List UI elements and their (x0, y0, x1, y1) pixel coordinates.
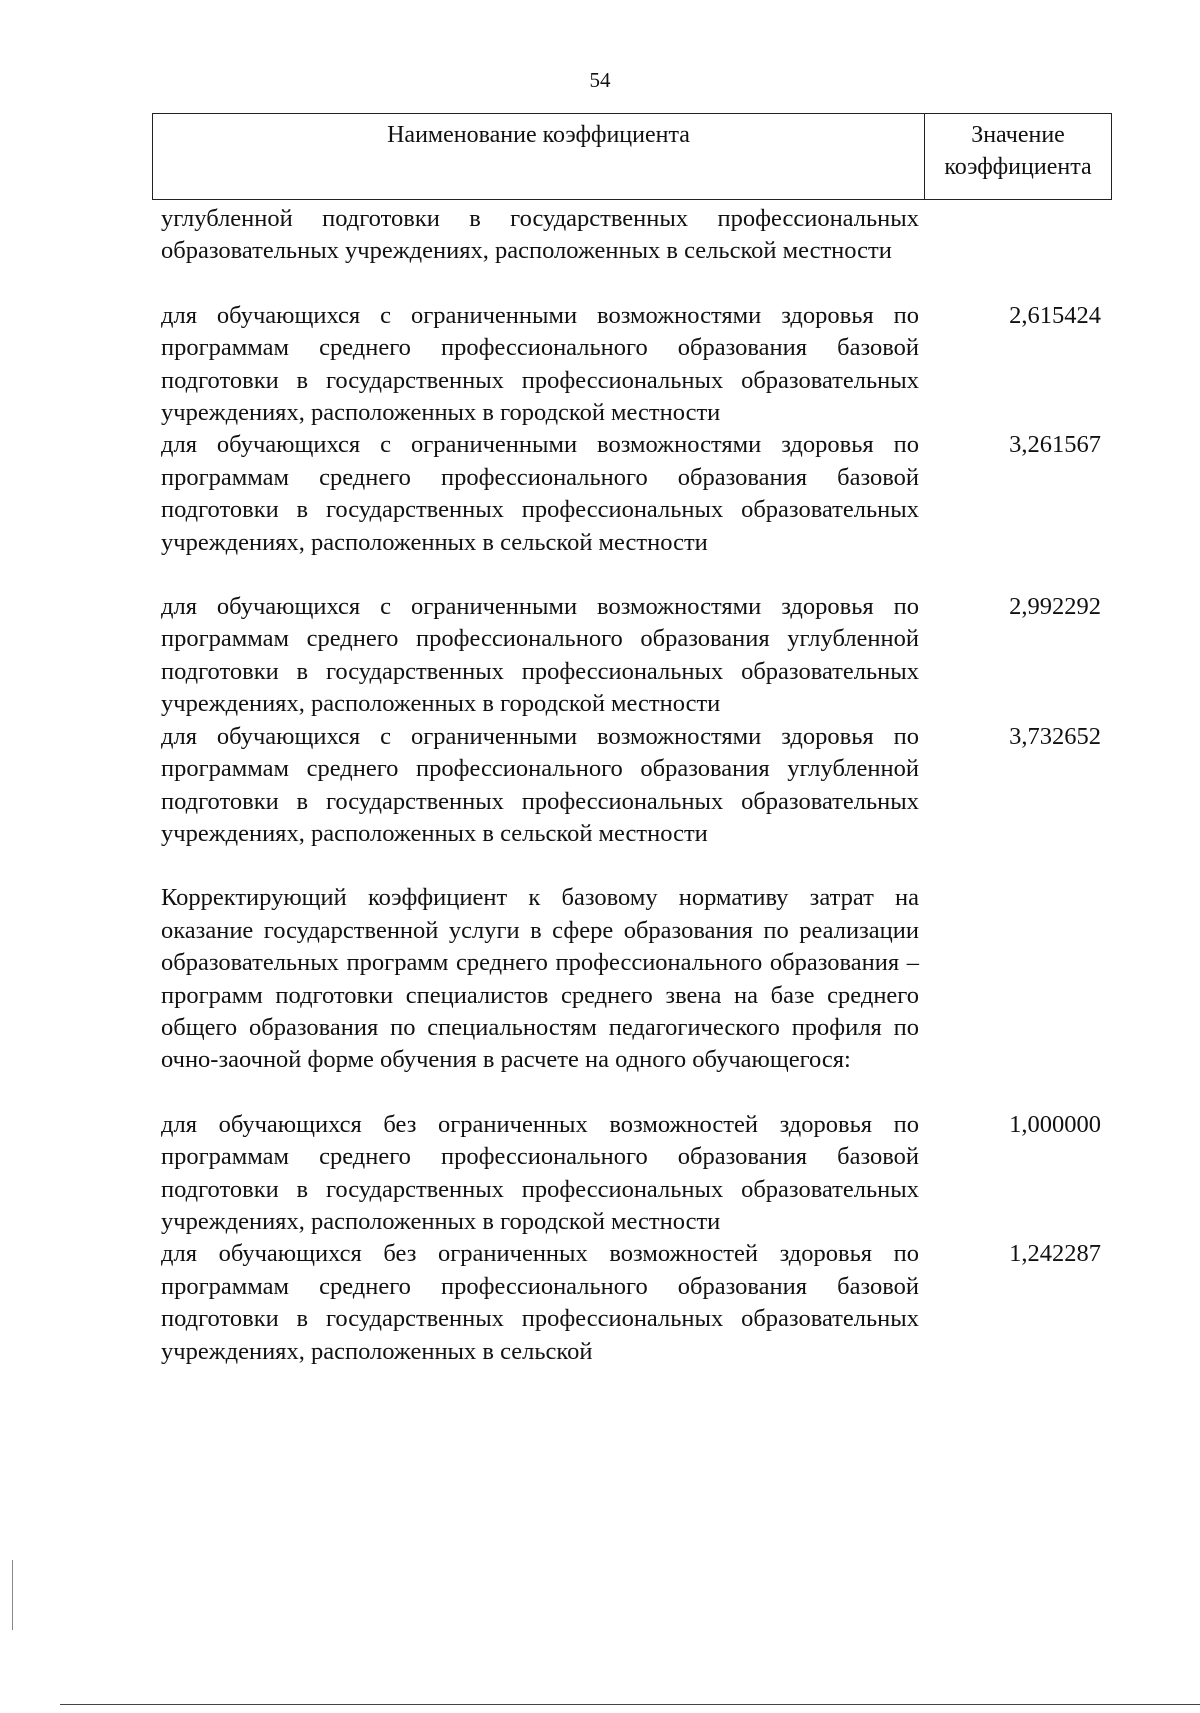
page-bottom-rule (60, 1704, 1200, 1705)
table-row (161, 203, 1161, 268)
table-row (161, 591, 1161, 721)
coefficient-table-body (161, 203, 1161, 1368)
coefficient-value: 2,992292 (1009, 593, 1101, 621)
coefficient-name: углубленной подготовки в государственных профессиональных образовательных учреждениях, расположенных в сельской местности (161, 205, 919, 265)
table-row (161, 429, 1161, 559)
coefficient-value: 1,000000 (1009, 1110, 1101, 1138)
coefficient-name: для обучающихся с ограниченными возможностями здоровья по программам среднего профессионального образования базовой подготовки в государственных профессиональных образовательных учреждениях, расположенных в сельской местности (161, 431, 919, 556)
page-number: 54 (589, 68, 611, 92)
coefficient-name: для обучающихся без ограниченных возможностей здоровья по программам среднего профессионального образования базовой подготовки в государственных профессиональных образовательных учреждениях, расположенных в городской местности (161, 1110, 919, 1235)
scan-margin-mark (12, 1560, 13, 1630)
column-header-value-line2: коэффициента (944, 154, 1092, 180)
coefficient-value: 3,261567 (1009, 431, 1101, 459)
column-header-value-line1: Значение (971, 122, 1065, 148)
table-row (161, 300, 1161, 430)
column-header-value (925, 114, 1111, 199)
table-row (161, 1109, 1161, 1239)
coefficient-value: 1,242287 (1009, 1240, 1101, 1268)
table-row (161, 1238, 1161, 1368)
coefficient-value: 2,615424 (1009, 301, 1101, 329)
column-header-name: Наименование коэффициента (153, 114, 925, 199)
coefficient-name: для обучающихся с ограниченными возможностями здоровья по программам среднего профессионального образования углубленной подготовки в государственных профессиональных образовательных учреждениях, расположенных в сельской местности (161, 722, 919, 847)
coefficient-value: 3,732652 (1009, 722, 1101, 750)
coefficient-name: для обучающихся с ограниченными возможностями здоровья по программам среднего профессионального образования базовой подготовки в государственных профессиональных образовательных учреждениях, расположенных в городской местности (161, 301, 919, 427)
coefficient-name: для обучающихся без ограниченных возможностей здоровья по программам среднего профессионального образования базовой подготовки в государственных профессиональных образовательных учреждениях, расположенных в сельской (161, 1240, 919, 1365)
table-row (161, 882, 1161, 1076)
table-header (152, 113, 1112, 200)
coefficient-section-title: Корректирующий коэффициент к базовому нормативу затрат на оказание государственной услуги в сфере образования по реализации образовательных программ среднего профессионального образования – программ подготовки специалистов среднего звена на базе среднего общего образования по специальностям педагогического профиля по очно-заочной форме обучения в расчете на одного обучающегося: (161, 884, 919, 1074)
table-row (161, 721, 1161, 851)
coefficient-name: для обучающихся с ограниченными возможностями здоровья по программам среднего профессионального образования углубленной подготовки в государственных профессиональных образовательных учреждениях, расположенных в городской местности (161, 593, 919, 718)
